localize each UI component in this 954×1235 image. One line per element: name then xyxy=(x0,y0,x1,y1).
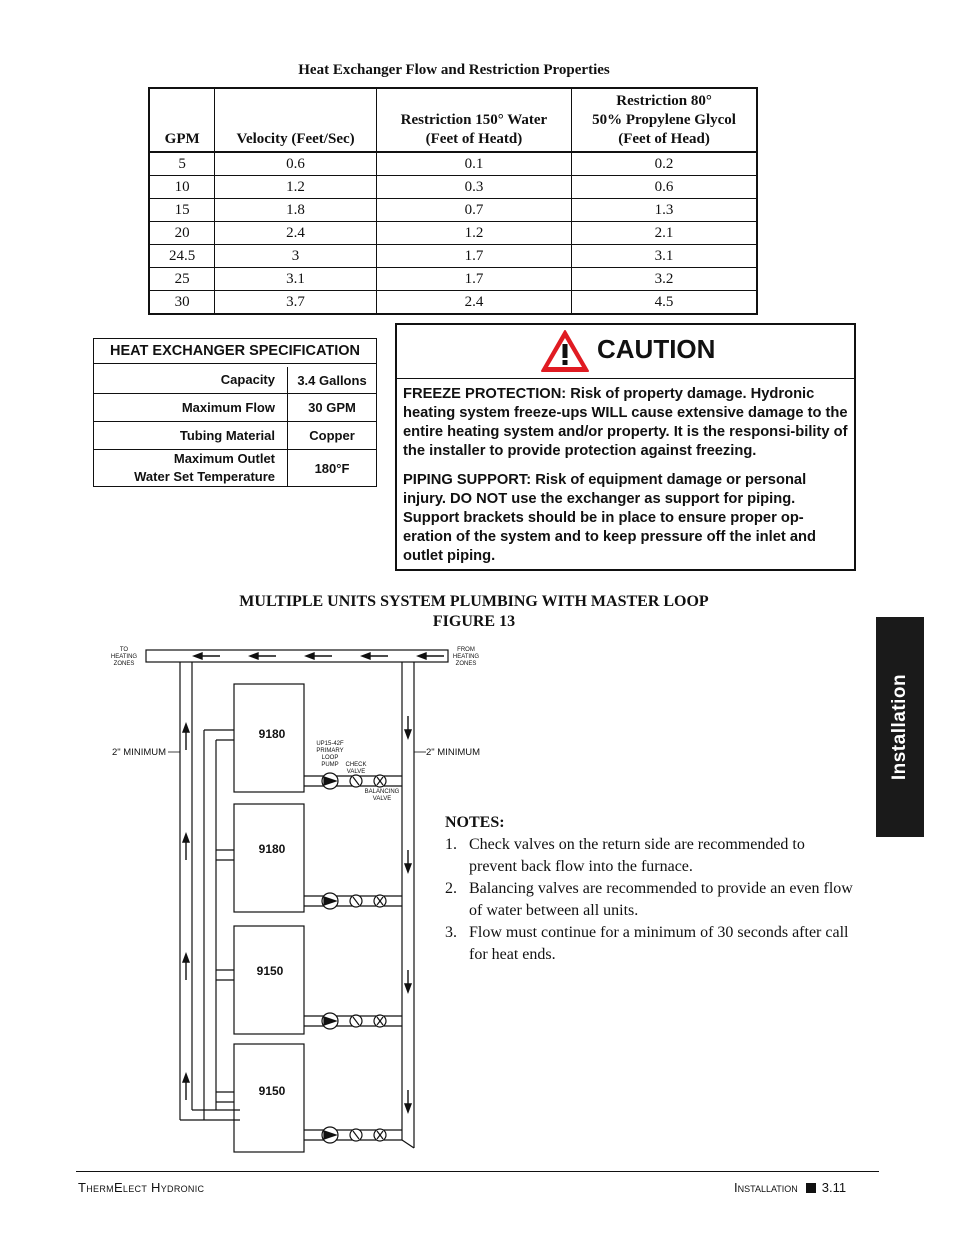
caution-heading: CAUTION xyxy=(597,334,716,364)
cell-glycol: 1.3 xyxy=(572,199,757,222)
cell-gpm: 30 xyxy=(149,291,215,315)
cell-gpm: 10 xyxy=(149,176,215,199)
note-text: Balancing valves are recommended to provide an even flow of water between all units. xyxy=(469,880,853,919)
cell-gpm: 24.5 xyxy=(149,245,215,268)
piping-support-text: PIPING SUPPORT: Risk of equipment damage or personal injury. DO NOT use the exchanger as support for piping. Support brackets should be in place to ensure proper op-eration of the system and to keep pressure off the inlet and outlet piping. xyxy=(403,472,816,564)
to-zones-label-1: TO xyxy=(119,647,129,653)
cell-glycol: 2.1 xyxy=(572,222,757,245)
spec-value: 30 GPM xyxy=(287,394,376,421)
cell-water: 2.4 xyxy=(376,291,571,315)
cell-glycol: 3.1 xyxy=(572,245,757,268)
cell-gpm: 5 xyxy=(149,152,215,176)
header-restriction-glycol-line2: 50% Propylene Glycol xyxy=(592,112,736,128)
cell-water: 1.2 xyxy=(376,222,571,245)
cell-water: 0.3 xyxy=(376,176,571,199)
table-row xyxy=(149,199,757,222)
section-side-tab xyxy=(876,617,924,837)
footer-product-name: ThermElect Hydronic xyxy=(78,1180,205,1195)
table-row xyxy=(149,176,757,199)
footer-section: Installation xyxy=(734,1180,798,1195)
figure-title-line: MULTIPLE UNITS SYSTEM PLUMBING WITH MASTER LOOP xyxy=(239,593,709,610)
square-bullet-icon xyxy=(806,1183,816,1193)
spec-label: Tubing Material xyxy=(179,427,275,443)
cell-glycol: 4.5 xyxy=(572,291,757,315)
section-side-tab-label: Installation xyxy=(889,673,910,781)
pump-label-3: LOOP xyxy=(321,755,339,761)
note-text: Flow must continue for a minimum of 30 seconds after call for heat ends. xyxy=(469,924,849,963)
table-row xyxy=(149,222,757,245)
note-text: Check valves on the return side are recommended to prevent back flow into the furnace. xyxy=(469,836,805,875)
pump-valve-sets xyxy=(322,773,386,1143)
furnace-units xyxy=(234,684,304,1152)
plumbing-diagram xyxy=(100,640,500,1160)
from-zones-label-3: ZONES xyxy=(455,661,477,667)
cell-water: 0.7 xyxy=(376,199,571,222)
pump-label-4: PUMP xyxy=(321,762,339,768)
spec-label: Maximum Flow xyxy=(181,399,275,415)
cell-velocity: 3 xyxy=(215,245,376,268)
spec-label-line2: Water Set Temperature xyxy=(134,469,275,484)
spec-table-title: HEAT EXCHANGER SPECIFICATION xyxy=(94,339,376,364)
cell-glycol: 0.6 xyxy=(572,176,757,199)
cell-velocity: 1.2 xyxy=(215,176,376,199)
check-valve-label-1: CHECK xyxy=(345,762,367,768)
spec-row-tubing xyxy=(94,421,376,449)
header-restriction-water-line2: (Feet of Heatd) xyxy=(425,131,523,147)
unit-label: 9180 xyxy=(258,727,286,741)
balancing-valve-label-2: VALVE xyxy=(372,796,392,802)
list-item xyxy=(445,878,855,922)
pump-label-1: UP15-42F xyxy=(316,741,344,747)
spec-label: Capacity xyxy=(220,372,275,387)
from-zones-label-2: HEATING xyxy=(452,654,480,660)
cell-gpm: 20 xyxy=(149,222,215,245)
cell-velocity: 3.7 xyxy=(215,291,376,315)
table-row xyxy=(149,245,757,268)
minimum-left-label: 2" MINIMUM xyxy=(112,747,167,758)
header-flow-arrows xyxy=(194,653,444,659)
unit-box xyxy=(234,1044,304,1152)
freeze-protection-text: FREEZE PROTECTION: Risk of property damage. Hydronic heating system freeze-ups WILL cause extensive damage to the entire heating system and/or property. It is the responsi-bility of the installer to provide protection against freezing. xyxy=(403,386,848,459)
footer-page-info xyxy=(734,1180,846,1195)
spec-row-capacity xyxy=(94,367,376,393)
minimum-right-label: 2" MINIMUM xyxy=(426,747,481,758)
list-item xyxy=(445,922,855,966)
spec-label-line1: Maximum Outlet xyxy=(173,451,275,466)
flow-restriction-table xyxy=(148,87,758,315)
cell-gpm: 25 xyxy=(149,268,215,291)
spec-label xyxy=(94,450,287,486)
spec-row-max-temp xyxy=(94,449,376,486)
footer-divider xyxy=(76,1171,879,1172)
spec-row-max-flow xyxy=(94,393,376,421)
spec-value: 3.4 Gallons xyxy=(287,367,376,393)
list-item xyxy=(445,834,855,878)
caution-header xyxy=(397,325,854,379)
table-row xyxy=(149,291,757,315)
note-number: 3. xyxy=(445,924,457,941)
to-zones-label-2: HEATING xyxy=(110,654,138,660)
cell-glycol: 3.2 xyxy=(572,268,757,291)
cell-water: 1.7 xyxy=(376,245,571,268)
caution-box xyxy=(395,323,856,571)
flow-table-header-row xyxy=(149,88,757,152)
cell-velocity: 3.1 xyxy=(215,268,376,291)
figure-number: FIGURE 13 xyxy=(432,613,516,630)
page-number: 3.11 xyxy=(821,1180,847,1195)
header-gpm: GPM xyxy=(149,88,215,152)
balancing-valve-label-1: BALANCING xyxy=(364,789,400,795)
header-restriction-glycol-line1: Restriction 80° xyxy=(616,93,712,109)
cell-water: 0.1 xyxy=(376,152,571,176)
cell-gpm: 15 xyxy=(149,199,215,222)
unit-box xyxy=(234,804,304,912)
to-zones-label-3: ZONES xyxy=(113,661,135,667)
header-restriction-water xyxy=(376,88,571,152)
header-restriction-water-line1: Restriction 150° Water xyxy=(400,112,548,128)
header-velocity: Velocity (Feet/Sec) xyxy=(215,88,376,152)
spec-value: 180°F xyxy=(287,450,376,486)
pump-label-2: PRIMARY xyxy=(316,748,344,754)
cell-velocity: 0.6 xyxy=(215,152,376,176)
unit-box xyxy=(234,926,304,1034)
cell-velocity: 1.8 xyxy=(215,199,376,222)
table-row xyxy=(149,268,757,291)
unit-label: 9180 xyxy=(258,842,286,856)
check-valve-label-2: VALVE xyxy=(346,769,366,775)
master-loop-header-pipe xyxy=(146,650,448,662)
cell-glycol: 0.2 xyxy=(572,152,757,176)
table-row xyxy=(149,152,757,176)
spec-value: Copper xyxy=(287,422,376,449)
from-zones-label-1: FROM xyxy=(457,647,475,653)
flow-table-title: Heat Exchanger Flow and Restriction Properties xyxy=(298,62,610,78)
notes-title: NOTES: xyxy=(445,814,505,831)
cell-water: 1.7 xyxy=(376,268,571,291)
figure-title xyxy=(0,592,948,632)
unit-label: 9150 xyxy=(256,964,284,978)
header-restriction-glycol-line3: (Feet of Head) xyxy=(618,131,710,147)
note-number: 2. xyxy=(445,880,457,897)
note-number: 1. xyxy=(445,836,457,853)
unit-label: 9150 xyxy=(258,1084,286,1098)
cell-velocity: 2.4 xyxy=(215,222,376,245)
warning-triangle-icon xyxy=(540,329,590,373)
heat-exchanger-spec-table xyxy=(93,338,377,487)
header-restriction-glycol xyxy=(572,88,757,152)
notes-section xyxy=(445,812,855,966)
